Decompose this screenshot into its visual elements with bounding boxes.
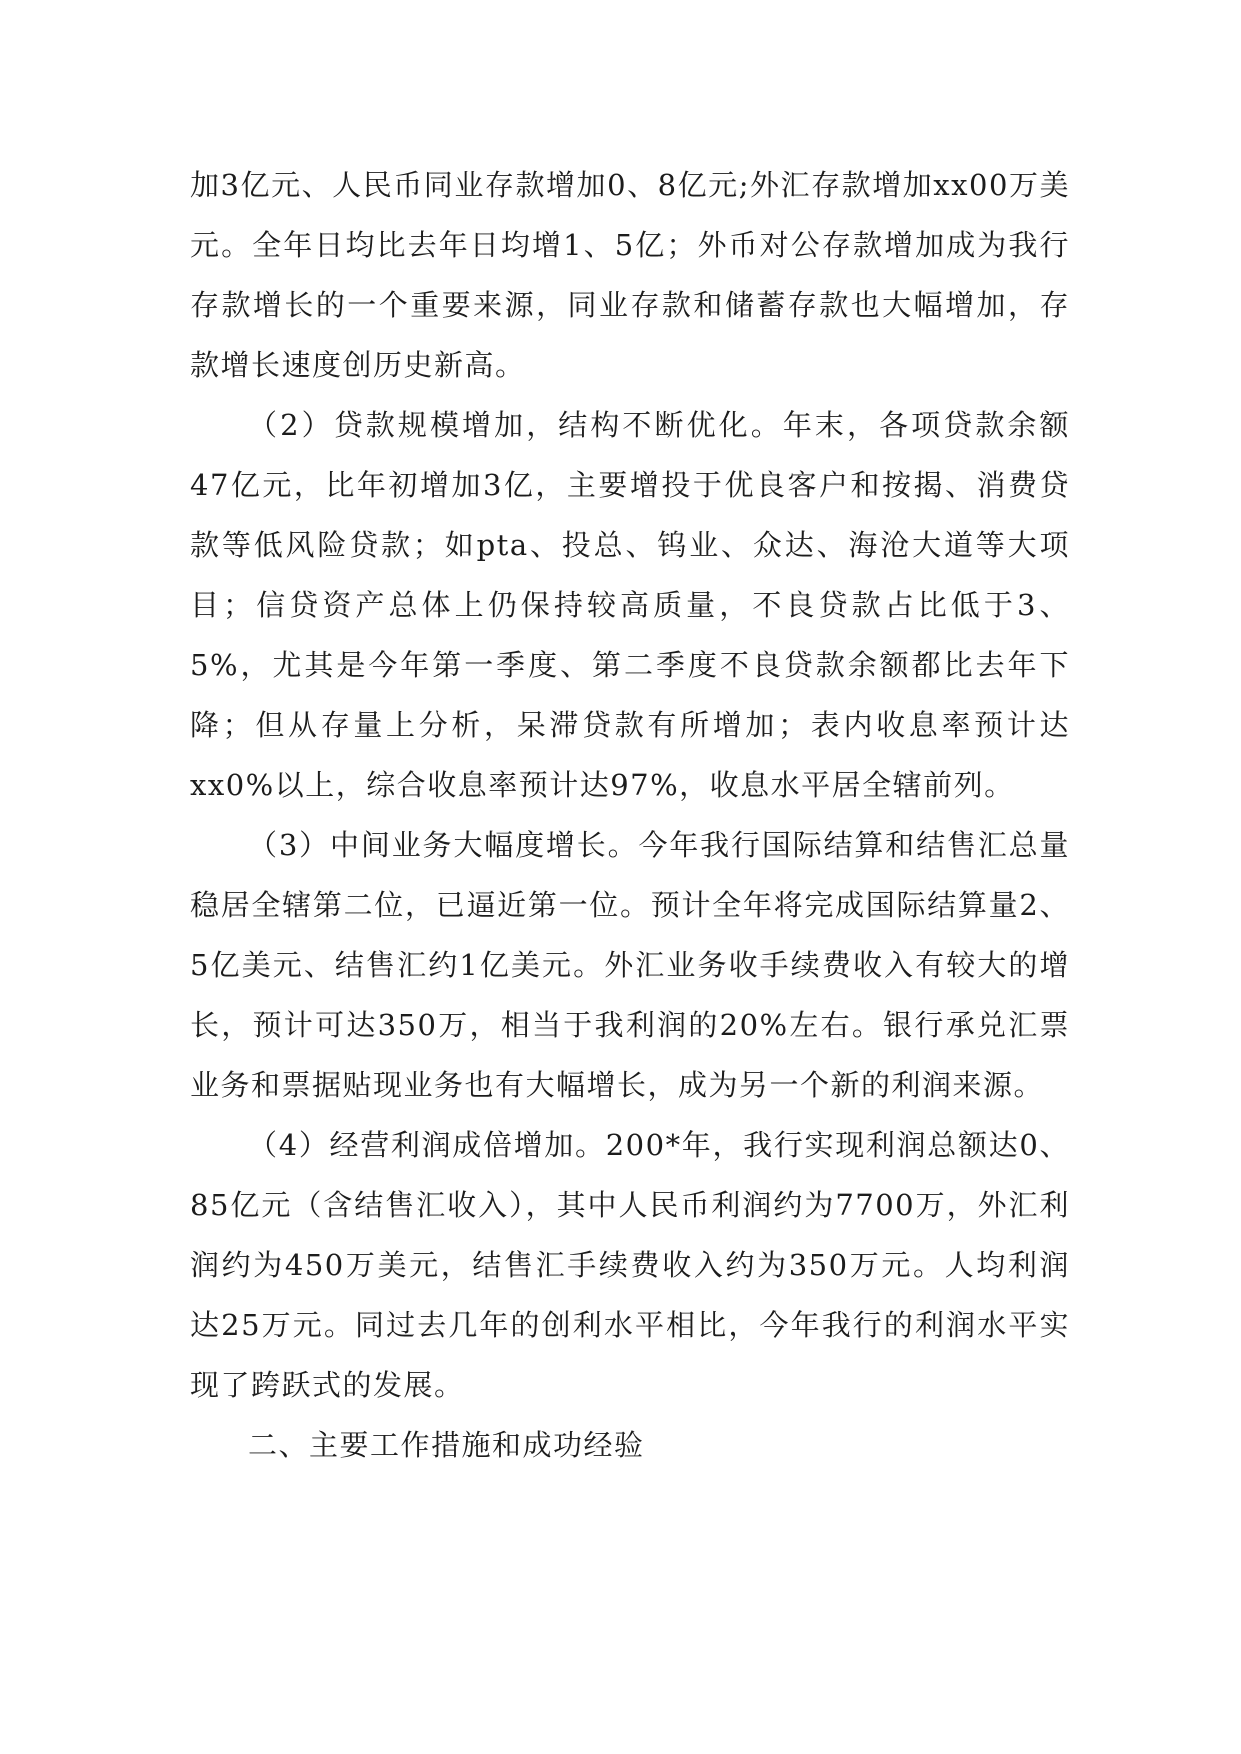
document-body <box>190 155 1070 1475</box>
paragraph-loans: （2）贷款规模增加，结构不断优化。年末，各项贷款余额47亿元，比年初增加3亿，主要增投于优良客户和按揭、消费贷款等低风险贷款；如pta、投总、钨业、众达、海沧大道等大项目；信贷资产总体上仍保持较高质量，不良贷款占比低于3、5%，尤其是今年第一季度、第二季度不良贷款余额都比去年下降；但从存量上分析，呆滞贷款有所增加；表内收息率预计达xx0%以上，综合收息率预计达97%，收息水平居全辖前列。 <box>190 408 1070 802</box>
paragraph-deposits: 加3亿元、人民币同业存款增加0、8亿元;外汇存款增加xx00万美元。全年日均比去年日均增1、5亿；外币对公存款增加成为我行存款增长的一个重要来源，同业存款和储蓄存款也大幅增加，存款增长速度创历史新高。 <box>190 168 1070 382</box>
paragraph-profit: （4）经营利润成倍增加。200*年，我行实现利润总额达0、85亿元（含结售汇收入），其中人民币利润约为7700万，外汇利润约为450万美元，结售汇手续费收入约为350万元。人均利润达25万元。同过去几年的创利水平相比，今年我行的利润水平实现了跨跃式的发展。 <box>190 1128 1070 1402</box>
paragraph-intermediate-business: （3）中间业务大幅度增长。今年我行国际结算和结售汇总量稳居全辖第二位，已逼近第一位。预计全年将完成国际结算量2、5亿美元、结售汇约1亿美元。外汇业务收手续费收入有较大的增长，预计可达350万，相当于我利润的20%左右。银行承兑汇票业务和票据贴现业务也有大幅增长，成为另一个新的利润来源。 <box>190 828 1070 1102</box>
section-heading: 二、主要工作措施和成功经验 <box>248 1428 645 1462</box>
